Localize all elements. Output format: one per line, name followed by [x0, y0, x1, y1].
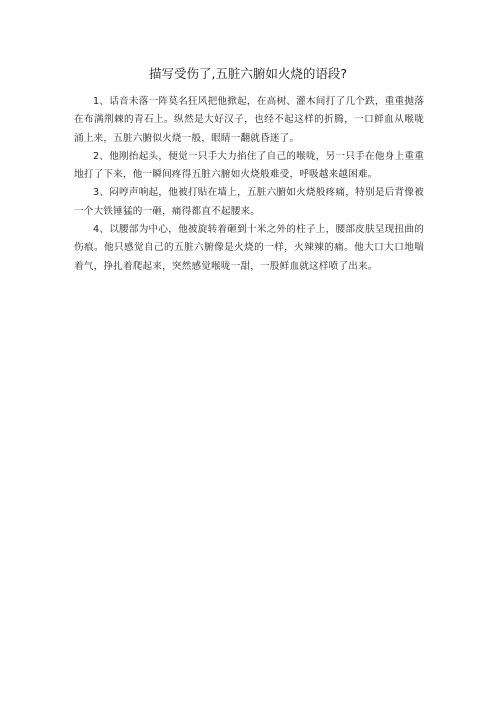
paragraph-1: 1、话音未落一阵莫名狂风把他掀起，在高树、灌木间打了几个跌，重重抛落在布满荆棘的青石上。纵然是大好汉子，也经不起这样的折腾，一口鲜血从喉咙涌上来，五脏六腑似火烧一般，眼睛一翻就昏迷了。	[74, 96, 424, 144]
document-title: 描写受伤了,五脏六腑如火烧的语段?	[148, 66, 348, 81]
paragraph-3: 3、闷哼声响起，他被打贴在墙上，五脏六腑如火烧般疼痛，特别是后背像被一个大铁锤猛的一砸，痛得都直不起腰来。	[74, 187, 424, 217]
paragraph-4: 4、以腰部为中心，他被旋转着砸到十米之外的柱子上，腰部皮肤呈现扭曲的伤痕。他只感觉自己的五脏六腑像是火烧的一样，火辣辣的痛。他大口大口地喘着气，挣扎着爬起来，突然感觉喉咙一甜，一股鲜血就这样喷了出来。	[74, 224, 424, 272]
paragraph-2: 2、他刚抬起头，便觉一只手大力掐住了自己的喉咙，另一只手在他身上重重地打了下来，他一瞬间疼得五脏六腑如火烧般难受，呼吸越来越困难。	[74, 150, 424, 181]
document-body	[74, 93, 424, 276]
